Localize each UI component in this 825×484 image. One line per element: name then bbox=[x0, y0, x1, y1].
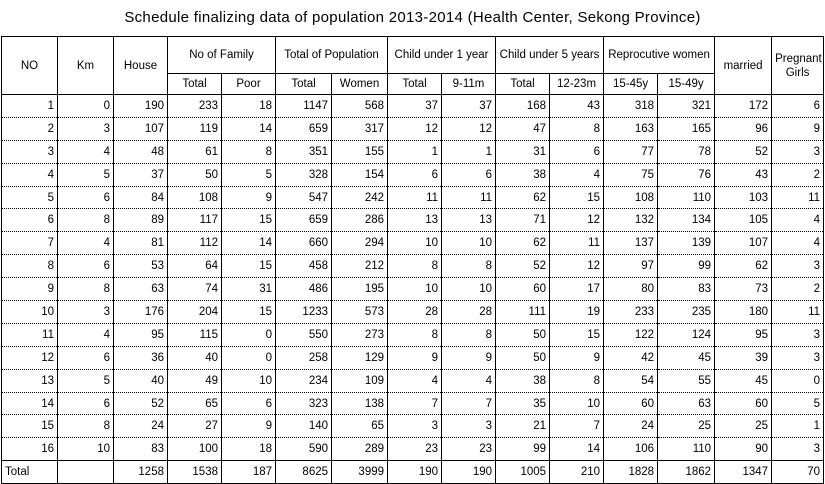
total-label: Total bbox=[2, 461, 58, 484]
table-cell: 15 bbox=[550, 323, 604, 346]
header-pregnant-girls: Pregnant Girls bbox=[772, 37, 824, 95]
table-cell: 190 bbox=[114, 95, 168, 118]
table-cell: 12 bbox=[2, 346, 58, 369]
table-cell: 43 bbox=[550, 95, 604, 118]
table-cell: 1 bbox=[442, 140, 496, 163]
table-cell: 3 bbox=[2, 140, 58, 163]
table-cell: 65 bbox=[168, 392, 222, 415]
total-cell: 187 bbox=[222, 461, 276, 484]
table-cell: 62 bbox=[496, 232, 550, 255]
table-row bbox=[2, 438, 824, 461]
table-cell: 103 bbox=[715, 186, 772, 209]
table-cell: 6 bbox=[58, 186, 114, 209]
table-cell: 63 bbox=[114, 278, 168, 301]
table-cell: 0 bbox=[222, 346, 276, 369]
table-cell: 89 bbox=[114, 209, 168, 232]
total-cell: 190 bbox=[442, 461, 496, 484]
table-cell: 38 bbox=[496, 163, 550, 186]
table-cell: 5 bbox=[2, 186, 58, 209]
table-cell: 28 bbox=[442, 301, 496, 324]
table-cell: 14 bbox=[2, 392, 58, 415]
table-cell: 6 bbox=[58, 392, 114, 415]
table-cell: 3 bbox=[772, 323, 824, 346]
table-cell: 8 bbox=[442, 255, 496, 278]
header-child-under-5: Child under 5 years bbox=[496, 37, 604, 74]
table-cell: 16 bbox=[2, 438, 58, 461]
table-row bbox=[2, 301, 824, 324]
table-cell: 286 bbox=[332, 209, 388, 232]
table-row bbox=[2, 209, 824, 232]
table-cell: 18 bbox=[222, 95, 276, 118]
table-cell: 107 bbox=[114, 117, 168, 140]
table-cell: 9 bbox=[772, 117, 824, 140]
table-cell: 204 bbox=[168, 301, 222, 324]
table-cell: 458 bbox=[276, 255, 332, 278]
table-cell: 0 bbox=[58, 95, 114, 118]
table-cell: 3 bbox=[388, 415, 442, 438]
table-cell: 12 bbox=[550, 255, 604, 278]
table-cell: 48 bbox=[114, 140, 168, 163]
table-cell: 3 bbox=[58, 117, 114, 140]
table-cell: 3 bbox=[772, 438, 824, 461]
header-married: married bbox=[715, 37, 772, 95]
table-cell: 4 bbox=[2, 163, 58, 186]
table-cell: 108 bbox=[604, 186, 658, 209]
table-cell: 108 bbox=[168, 186, 222, 209]
table-cell: 97 bbox=[604, 255, 658, 278]
table-row bbox=[2, 392, 824, 415]
table-cell: 24 bbox=[114, 415, 168, 438]
header-reproductive-women: Reprocutive women bbox=[604, 37, 715, 74]
table-row bbox=[2, 323, 824, 346]
table-cell: 45 bbox=[658, 346, 715, 369]
table-cell: 140 bbox=[276, 415, 332, 438]
table-cell: 55 bbox=[658, 369, 715, 392]
table-cell: 165 bbox=[658, 117, 715, 140]
table-cell: 31 bbox=[496, 140, 550, 163]
table-cell: 10 bbox=[222, 369, 276, 392]
table-cell: 4 bbox=[772, 209, 824, 232]
table-row bbox=[2, 369, 824, 392]
total-row bbox=[2, 461, 824, 484]
table-cell: 110 bbox=[658, 438, 715, 461]
table-cell: 547 bbox=[276, 186, 332, 209]
table-cell: 31 bbox=[222, 278, 276, 301]
total-cell bbox=[58, 461, 114, 484]
table-cell: 62 bbox=[715, 255, 772, 278]
table-cell: 75 bbox=[604, 163, 658, 186]
table-cell: 81 bbox=[114, 232, 168, 255]
table-cell: 8 bbox=[222, 140, 276, 163]
table-cell: 4 bbox=[58, 232, 114, 255]
table-cell: 74 bbox=[168, 278, 222, 301]
table-cell: 1233 bbox=[276, 301, 332, 324]
header-km: Km bbox=[58, 37, 114, 95]
table-cell: 5 bbox=[58, 369, 114, 392]
subheader-cell: 9-11m bbox=[442, 74, 496, 95]
table-cell: 1 bbox=[772, 415, 824, 438]
header-total-population: Total of Population bbox=[276, 37, 388, 74]
table-cell: 122 bbox=[604, 323, 658, 346]
total-cell: 8625 bbox=[276, 461, 332, 484]
table-cell: 0 bbox=[772, 369, 824, 392]
table-row bbox=[2, 255, 824, 278]
table-cell: 78 bbox=[658, 140, 715, 163]
table-cell: 10 bbox=[388, 232, 442, 255]
table-cell: 7 bbox=[442, 392, 496, 415]
table-cell: 180 bbox=[715, 301, 772, 324]
table-cell: 4 bbox=[58, 323, 114, 346]
subheader-cell: 15-45y bbox=[604, 74, 658, 95]
table-cell: 13 bbox=[2, 369, 58, 392]
table-cell: 9 bbox=[442, 346, 496, 369]
table-cell: 13 bbox=[442, 209, 496, 232]
table-cell: 2 bbox=[772, 278, 824, 301]
table-cell: 37 bbox=[442, 95, 496, 118]
table-cell: 163 bbox=[604, 117, 658, 140]
header-child-under-1: Child under 1 year bbox=[388, 37, 496, 74]
table-cell: 8 bbox=[58, 209, 114, 232]
table-cell: 84 bbox=[114, 186, 168, 209]
table-cell: 4 bbox=[772, 232, 824, 255]
table-cell: 258 bbox=[276, 346, 332, 369]
table-cell: 573 bbox=[332, 301, 388, 324]
table-cell: 105 bbox=[715, 209, 772, 232]
subheader-cell: Total bbox=[388, 74, 442, 95]
subheader-cell: Poor bbox=[222, 74, 276, 95]
table-cell: 6 bbox=[442, 163, 496, 186]
table-cell: 4 bbox=[58, 140, 114, 163]
table-cell: 3 bbox=[772, 346, 824, 369]
table-cell: 119 bbox=[168, 117, 222, 140]
table-cell: 73 bbox=[715, 278, 772, 301]
table-cell: 45 bbox=[715, 369, 772, 392]
table-cell: 11 bbox=[442, 186, 496, 209]
table-cell: 5 bbox=[58, 163, 114, 186]
table-cell: 60 bbox=[496, 278, 550, 301]
table-cell: 659 bbox=[276, 117, 332, 140]
table-cell: 6 bbox=[58, 255, 114, 278]
table-cell: 7 bbox=[550, 415, 604, 438]
table-cell: 96 bbox=[715, 117, 772, 140]
table-cell: 83 bbox=[114, 438, 168, 461]
population-table bbox=[1, 36, 824, 484]
table-cell: 80 bbox=[604, 278, 658, 301]
table-cell: 12 bbox=[550, 209, 604, 232]
table-cell: 7 bbox=[388, 392, 442, 415]
table-cell: 9 bbox=[2, 278, 58, 301]
table-cell: 321 bbox=[658, 95, 715, 118]
table-cell: 4 bbox=[550, 163, 604, 186]
table-cell: 14 bbox=[222, 117, 276, 140]
subheader-cell: Total bbox=[168, 74, 222, 95]
table-cell: 23 bbox=[388, 438, 442, 461]
table-cell: 138 bbox=[332, 392, 388, 415]
table-cell: 8 bbox=[58, 415, 114, 438]
table-cell: 195 bbox=[332, 278, 388, 301]
table-cell: 8 bbox=[550, 369, 604, 392]
table-cell: 63 bbox=[658, 392, 715, 415]
table-row bbox=[2, 163, 824, 186]
table-cell: 6 bbox=[2, 209, 58, 232]
table-cell: 6 bbox=[222, 392, 276, 415]
table-cell: 40 bbox=[114, 369, 168, 392]
table-cell: 233 bbox=[604, 301, 658, 324]
table-cell: 11 bbox=[388, 186, 442, 209]
table-cell: 1 bbox=[2, 95, 58, 118]
header-house: House bbox=[114, 37, 168, 95]
table-cell: 10 bbox=[58, 438, 114, 461]
table-cell: 40 bbox=[168, 346, 222, 369]
table-cell: 4 bbox=[388, 369, 442, 392]
table-cell: 289 bbox=[332, 438, 388, 461]
table-cell: 590 bbox=[276, 438, 332, 461]
table-cell: 172 bbox=[715, 95, 772, 118]
total-cell: 1005 bbox=[496, 461, 550, 484]
table-cell: 6 bbox=[58, 346, 114, 369]
table-cell: 77 bbox=[604, 140, 658, 163]
table-cell: 43 bbox=[715, 163, 772, 186]
table-cell: 18 bbox=[222, 438, 276, 461]
table-row bbox=[2, 232, 824, 255]
table-cell: 6 bbox=[772, 95, 824, 118]
table-cell: 11 bbox=[2, 323, 58, 346]
table-cell: 99 bbox=[658, 255, 715, 278]
table-cell: 111 bbox=[496, 301, 550, 324]
table-cell: 273 bbox=[332, 323, 388, 346]
header-no-of-family: No of Family bbox=[168, 37, 276, 74]
subheader-cell: 12-23m bbox=[550, 74, 604, 95]
table-row bbox=[2, 186, 824, 209]
subheader-cell: Total bbox=[276, 74, 332, 95]
table-cell: 60 bbox=[604, 392, 658, 415]
table-row bbox=[2, 117, 824, 140]
table-row bbox=[2, 346, 824, 369]
table-cell: 154 bbox=[332, 163, 388, 186]
table-cell: 71 bbox=[496, 209, 550, 232]
total-cell: 1828 bbox=[604, 461, 658, 484]
table-cell: 212 bbox=[332, 255, 388, 278]
table-cell: 53 bbox=[114, 255, 168, 278]
table-cell: 15 bbox=[550, 186, 604, 209]
table-cell: 2 bbox=[772, 163, 824, 186]
table-cell: 39 bbox=[715, 346, 772, 369]
table-cell: 95 bbox=[114, 323, 168, 346]
table-cell: 37 bbox=[114, 163, 168, 186]
table-cell: 242 bbox=[332, 186, 388, 209]
table-cell: 9 bbox=[388, 346, 442, 369]
table-cell: 3 bbox=[442, 415, 496, 438]
table-cell: 168 bbox=[496, 95, 550, 118]
table-cell: 25 bbox=[658, 415, 715, 438]
total-cell: 1862 bbox=[658, 461, 715, 484]
table-cell: 60 bbox=[715, 392, 772, 415]
table-cell: 65 bbox=[332, 415, 388, 438]
table-cell: 3 bbox=[58, 301, 114, 324]
header-no: NO bbox=[2, 37, 58, 95]
table-cell: 76 bbox=[658, 163, 715, 186]
total-cell: 190 bbox=[388, 461, 442, 484]
table-cell: 14 bbox=[550, 438, 604, 461]
table-cell: 15 bbox=[222, 209, 276, 232]
table-cell: 11 bbox=[550, 232, 604, 255]
table-cell: 52 bbox=[114, 392, 168, 415]
total-cell: 1538 bbox=[168, 461, 222, 484]
table-cell: 129 bbox=[332, 346, 388, 369]
table-cell: 4 bbox=[442, 369, 496, 392]
table-cell: 8 bbox=[2, 255, 58, 278]
table-cell: 15 bbox=[222, 301, 276, 324]
table-cell: 235 bbox=[658, 301, 715, 324]
table-cell: 132 bbox=[604, 209, 658, 232]
table-cell: 134 bbox=[658, 209, 715, 232]
table-cell: 61 bbox=[168, 140, 222, 163]
table-cell: 7 bbox=[2, 232, 58, 255]
total-cell: 210 bbox=[550, 461, 604, 484]
table-cell: 50 bbox=[496, 323, 550, 346]
table-cell: 10 bbox=[550, 392, 604, 415]
table-cell: 10 bbox=[388, 278, 442, 301]
table-cell: 117 bbox=[168, 209, 222, 232]
table-cell: 8 bbox=[388, 323, 442, 346]
table-cell: 11 bbox=[772, 301, 824, 324]
table-cell: 15 bbox=[2, 415, 58, 438]
table-cell: 50 bbox=[168, 163, 222, 186]
table-cell: 155 bbox=[332, 140, 388, 163]
table-cell: 139 bbox=[658, 232, 715, 255]
table-cell: 137 bbox=[604, 232, 658, 255]
table-cell: 112 bbox=[168, 232, 222, 255]
table-cell: 15 bbox=[222, 255, 276, 278]
table-cell: 351 bbox=[276, 140, 332, 163]
table-cell: 176 bbox=[114, 301, 168, 324]
table-cell: 234 bbox=[276, 369, 332, 392]
table-cell: 3 bbox=[772, 255, 824, 278]
subheader-cell: Total bbox=[496, 74, 550, 95]
table-cell: 568 bbox=[332, 95, 388, 118]
table-cell: 47 bbox=[496, 117, 550, 140]
total-cell: 3999 bbox=[332, 461, 388, 484]
total-cell: 1347 bbox=[715, 461, 772, 484]
table-cell: 317 bbox=[332, 117, 388, 140]
table-cell: 10 bbox=[442, 278, 496, 301]
table-cell: 318 bbox=[604, 95, 658, 118]
table-title: Schedule finalizing data of population 2013-2014 (Health Center, Sekong Province) bbox=[124, 9, 701, 26]
table-cell: 8 bbox=[58, 278, 114, 301]
table-cell: 1147 bbox=[276, 95, 332, 118]
table-cell: 233 bbox=[168, 95, 222, 118]
table-cell: 35 bbox=[496, 392, 550, 415]
table-cell: 5 bbox=[772, 392, 824, 415]
table-cell: 115 bbox=[168, 323, 222, 346]
table-cell: 38 bbox=[496, 369, 550, 392]
table-cell: 100 bbox=[168, 438, 222, 461]
table-cell: 83 bbox=[658, 278, 715, 301]
table-cell: 3 bbox=[772, 140, 824, 163]
table-cell: 10 bbox=[442, 232, 496, 255]
table-cell: 9 bbox=[222, 186, 276, 209]
table-cell: 106 bbox=[604, 438, 658, 461]
table-cell: 13 bbox=[388, 209, 442, 232]
table-cell: 107 bbox=[715, 232, 772, 255]
table-cell: 23 bbox=[442, 438, 496, 461]
table-cell: 62 bbox=[496, 186, 550, 209]
table-cell: 52 bbox=[496, 255, 550, 278]
table-cell: 36 bbox=[114, 346, 168, 369]
table-cell: 50 bbox=[496, 346, 550, 369]
table-cell: 90 bbox=[715, 438, 772, 461]
table-cell: 2 bbox=[2, 117, 58, 140]
table-cell: 9 bbox=[222, 415, 276, 438]
table-cell: 24 bbox=[604, 415, 658, 438]
table-cell: 328 bbox=[276, 163, 332, 186]
table-cell: 660 bbox=[276, 232, 332, 255]
subheader-cell: 15-49y bbox=[658, 74, 715, 95]
table-cell: 0 bbox=[222, 323, 276, 346]
table-cell: 124 bbox=[658, 323, 715, 346]
table-row bbox=[2, 278, 824, 301]
table-cell: 486 bbox=[276, 278, 332, 301]
table-row bbox=[2, 140, 824, 163]
table-cell: 10 bbox=[2, 301, 58, 324]
table-cell: 64 bbox=[168, 255, 222, 278]
table-cell: 110 bbox=[658, 186, 715, 209]
table-cell: 17 bbox=[550, 278, 604, 301]
table-cell: 294 bbox=[332, 232, 388, 255]
table-cell: 21 bbox=[496, 415, 550, 438]
table-cell: 11 bbox=[772, 186, 824, 209]
table-cell: 6 bbox=[550, 140, 604, 163]
table-cell: 54 bbox=[604, 369, 658, 392]
table-row bbox=[2, 95, 824, 118]
subheader-cell: Women bbox=[332, 74, 388, 95]
table-cell: 9 bbox=[550, 346, 604, 369]
table-cell: 37 bbox=[388, 95, 442, 118]
table-cell: 323 bbox=[276, 392, 332, 415]
table-cell: 49 bbox=[168, 369, 222, 392]
table-row bbox=[2, 415, 824, 438]
table-cell: 28 bbox=[388, 301, 442, 324]
total-cell: 70 bbox=[772, 461, 824, 484]
table-cell: 42 bbox=[604, 346, 658, 369]
table-cell: 659 bbox=[276, 209, 332, 232]
table-cell: 8 bbox=[388, 255, 442, 278]
table-cell: 95 bbox=[715, 323, 772, 346]
table-cell: 109 bbox=[332, 369, 388, 392]
table-cell: 12 bbox=[442, 117, 496, 140]
table-cell: 19 bbox=[550, 301, 604, 324]
table-cell: 550 bbox=[276, 323, 332, 346]
table-cell: 6 bbox=[388, 163, 442, 186]
table-cell: 14 bbox=[222, 232, 276, 255]
table-cell: 99 bbox=[496, 438, 550, 461]
table-cell: 25 bbox=[715, 415, 772, 438]
table-cell: 8 bbox=[550, 117, 604, 140]
table-cell: 1 bbox=[388, 140, 442, 163]
table-cell: 8 bbox=[442, 323, 496, 346]
total-cell: 1258 bbox=[114, 461, 168, 484]
table-cell: 5 bbox=[222, 163, 276, 186]
table-cell: 52 bbox=[715, 140, 772, 163]
table-cell: 27 bbox=[168, 415, 222, 438]
table-cell: 12 bbox=[388, 117, 442, 140]
